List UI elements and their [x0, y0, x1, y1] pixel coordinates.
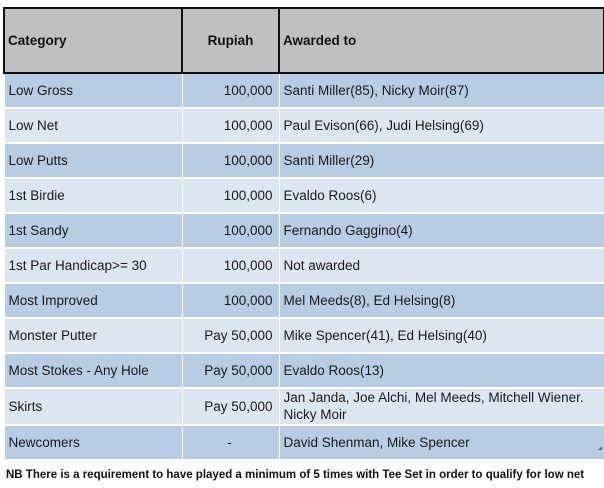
cell-category: Most Stokes - Any Hole: [4, 353, 182, 388]
header-row: [4, 8, 604, 73]
cell-category: Low Net: [4, 108, 182, 143]
table-row: [4, 73, 604, 108]
cell-category: Low Gross: [4, 73, 182, 108]
cell-awarded-to: Evaldo Roos(13): [279, 353, 604, 388]
cell-rupiah: 100,000: [182, 73, 279, 108]
cell-awarded-to: David Shenman, Mike Spencer: [279, 425, 604, 460]
cell-awarded-to: [279, 388, 604, 425]
cell-rupiah: 100,000: [182, 213, 279, 248]
cell-rupiah: Pay 50,000: [182, 353, 279, 388]
cell-category: Most Improved: [4, 283, 182, 318]
table-row: [4, 425, 604, 460]
cell-rupiah: 100,000: [182, 143, 279, 178]
cell-awarded-to: Paul Evison(66), Judi Helsing(69): [279, 108, 604, 143]
table-resize-handle-icon[interactable]: [598, 446, 602, 450]
cell-rupiah: Pay 50,000: [182, 318, 279, 353]
table-body: [4, 73, 604, 460]
cell-rupiah: 100,000: [182, 248, 279, 283]
cell-rupiah: 100,000: [182, 283, 279, 318]
footnote: NB There is a requirement to have played a minimum of 5 times with Tee Set in order to qualify for low net: [6, 469, 585, 481]
header-awarded-to: Awarded to: [279, 8, 604, 73]
awarded-to-clip: [284, 389, 600, 424]
awarded-to-text: Jan Janda, Joe Alchi, Mel Meeds, Mitchell Wiener. Nicky Moir: [283, 390, 584, 422]
cell-category: 1st Sandy: [4, 213, 182, 248]
table-row: [4, 283, 604, 318]
table-row: [4, 178, 604, 213]
cell-category: 1st Birdie: [4, 178, 182, 213]
header-rupiah: Rupiah: [182, 8, 279, 73]
cell-awarded-to: Fernando Gaggino(4): [279, 213, 604, 248]
table-row: [4, 143, 604, 178]
cell-awarded-to: Not awarded: [279, 248, 604, 283]
cell-awarded-to: Santi Miller(29): [279, 143, 604, 178]
table-row: [4, 108, 604, 143]
table-row: [4, 388, 604, 425]
cell-category: Low Putts: [4, 143, 182, 178]
cell-awarded-to: Santi Miller(85), Nicky Moir(87): [279, 73, 604, 108]
cell-awarded-to: Evaldo Roos(6): [279, 178, 604, 213]
table-row: [4, 353, 604, 388]
cell-awarded-to: Mel Meeds(8), Ed Helsing(8): [279, 283, 604, 318]
cell-rupiah: 100,000: [182, 178, 279, 213]
cell-awarded-to: Mike Spencer(41), Ed Helsing(40): [279, 318, 604, 353]
cell-category: Newcomers: [4, 425, 182, 460]
cell-rupiah: -: [182, 425, 279, 460]
table-row: [4, 213, 604, 248]
table-row: [4, 318, 604, 353]
awards-table: [3, 7, 604, 461]
cell-rupiah: Pay 50,000: [182, 388, 279, 425]
cell-category: Skirts: [4, 388, 182, 425]
cell-category: Monster Putter: [4, 318, 182, 353]
header-category: Category: [4, 8, 182, 73]
table-header: [4, 8, 604, 73]
table-row: [4, 248, 604, 283]
cell-rupiah: 100,000: [182, 108, 279, 143]
cell-category: 1st Par Handicap>= 30: [4, 248, 182, 283]
